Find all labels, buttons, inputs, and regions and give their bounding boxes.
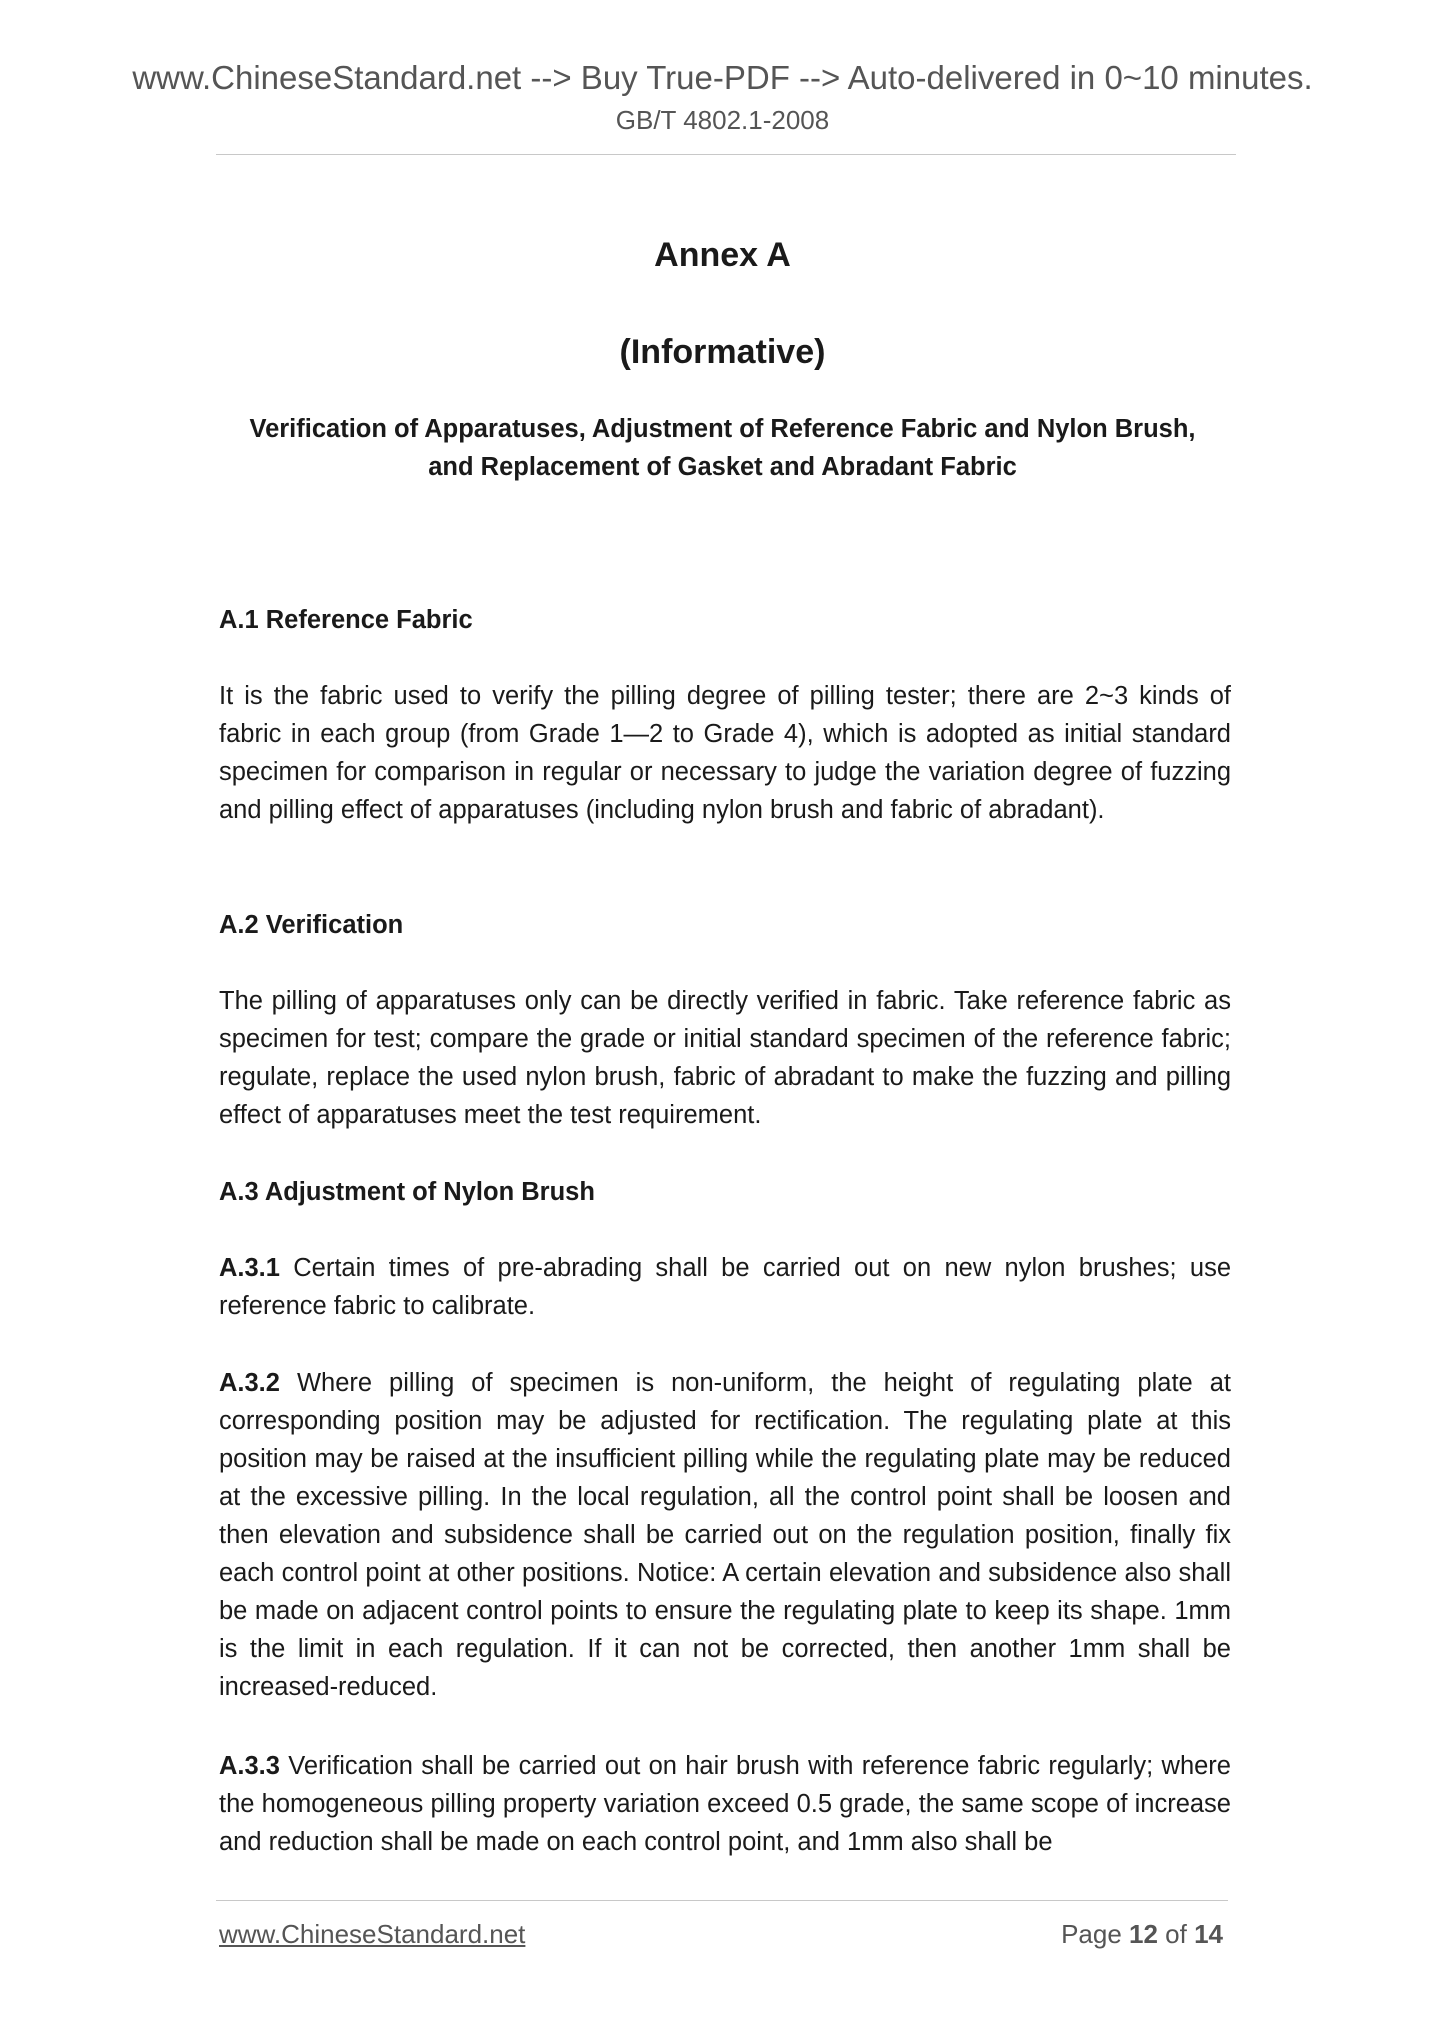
page-label: Page — [1061, 1919, 1130, 1949]
page-number — [1061, 1918, 1223, 1950]
clause-a31-text: Certain times of pre-abrading shall be carried out on new nylon brushes; use reference fabric to calibrate. — [219, 1254, 1231, 1320]
page-total: 14 — [1194, 1919, 1223, 1949]
clause-a33 — [219, 1747, 1231, 1861]
section-a1-text: It is the fabric used to verify the pilling degree of pilling tester; there are 2~3 kinds of fabric in each group (from Grade 1—2 to Grade 4), which is adopted as initial standard specimen for comparison in regular or necessary to judge the variation degree of fuzzing and pilling effect of apparatuses (including nylon brush and fabric of abradant). — [219, 682, 1231, 824]
section-a3-heading: A.3 Adjustment of Nylon Brush — [219, 1178, 595, 1206]
section-a2-heading: A.2 Verification — [219, 911, 404, 939]
page-current: 12 — [1129, 1919, 1158, 1949]
standard-code: GB/T 4802.1-2008 — [615, 105, 830, 135]
header-banner: www.ChineseStandard.net --> Buy True-PDF --> Auto-delivered in 0~10 minutes. — [132, 59, 1313, 96]
page-of: of — [1157, 1919, 1195, 1949]
clause-a32 — [219, 1364, 1231, 1706]
annex-type: (Informative) — [619, 333, 826, 371]
footer-site-link[interactable]: www.ChineseStandard.net — [219, 1919, 526, 1949]
annex-subtitle-line2: and Replacement of Gasket and Abradant Fabric — [428, 453, 1017, 481]
annex-subtitle-line1: Verification of Apparatuses, Adjustment of Reference Fabric and Nylon Brush, — [249, 415, 1196, 443]
clause-a31 — [219, 1249, 1231, 1325]
section-a2-text: The pilling of apparatuses only can be directly verified in fabric. Take reference fabric as specimen for test; compare the grade or initial standard specimen of the reference fabric; regulate, replace the used nylon brush, fabric of abradant to make the fuzzing and pilling effect of apparatuses meet the test requirement. — [219, 987, 1231, 1129]
annex-title: Annex A — [654, 236, 791, 274]
clause-a33-number: A.3.3 — [219, 1752, 280, 1780]
footer-divider — [216, 1900, 1228, 1901]
clause-a32-text: Where pilling of specimen is non-uniform, the height of regulating plate at corresponding position may be adjusted for rectification. The regulating plate at this position may be raised at the insufficient pilling while the regulating plate may be reduced at the excessive pilling. In the local regulation, all the control point shall be loosen and then elevation and subsidence shall be carried out on the regulation position, finally fix each control point at other positions. Notice: A certain elevation and subsidence also shall be made on adjacent control points to ensure the regulating plate to keep its shape. 1mm is the limit in each regulation. If it can not be corrected, then another 1mm shall be increased-reduced. — [219, 1369, 1231, 1701]
clause-a33-text: Verification shall be carried out on hair brush with reference fabric regularly; where the homogeneous pilling property variation exceed 0.5 grade, the same scope of increase and reduction shall be made on each control point, and 1mm also shall be — [219, 1752, 1231, 1856]
annex-subtitle — [0, 410, 1445, 486]
header-divider — [216, 154, 1236, 155]
clause-a31-number: A.3.1 — [219, 1254, 280, 1282]
clause-a32-number: A.3.2 — [219, 1369, 280, 1397]
section-a1-heading: A.1 Reference Fabric — [219, 606, 473, 634]
